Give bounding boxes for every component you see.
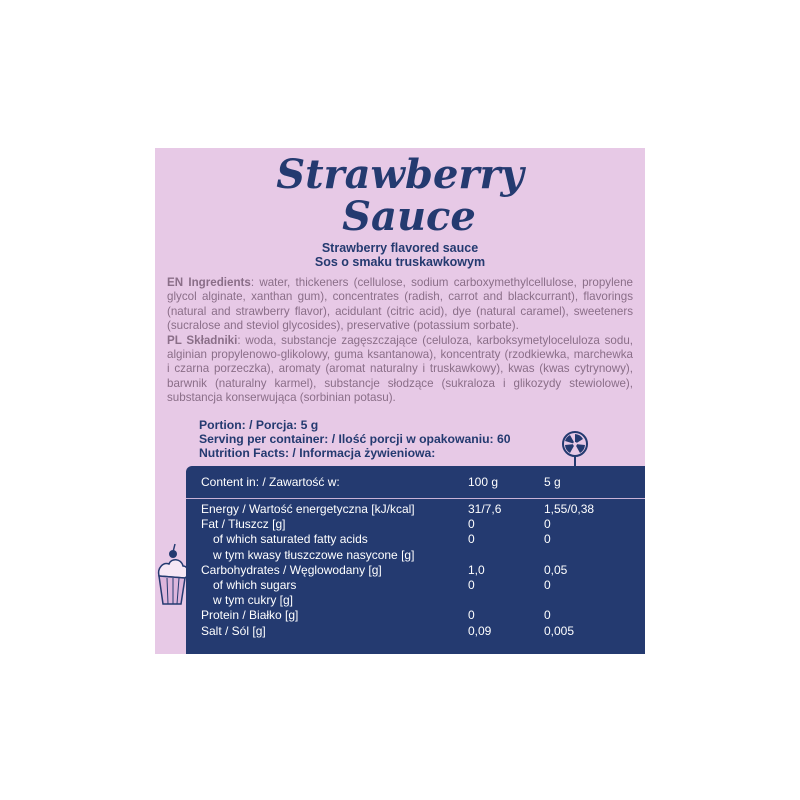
table-row [186,532,645,547]
row-value-100g: 0 [468,517,475,532]
header-col-100g: 100 g [468,475,499,489]
cupcake-icon [155,542,189,606]
table-row [186,548,645,563]
row-value-5g: 1,55/0,38 [544,502,595,516]
row-value-5g: 0 [544,577,551,592]
table-row [186,593,645,608]
table-row [186,563,645,578]
nutrition-table [186,466,645,654]
subtitle-pl: Sos o smaku truskawkowym [314,255,486,269]
product-label [155,148,645,654]
nutrition-table-body [186,502,645,639]
row-value-5g: 0 [544,608,551,623]
title-line-2: Sauce [342,193,476,240]
ingredients-en-label: EN Ingredients [167,276,251,289]
table-row [186,624,645,639]
row-label: Carbohydrates / Węglowodany [g] [201,562,382,577]
row-label: Protein / Białko [g] [201,608,299,623]
row-value-100g: 0,09 [468,623,492,638]
header-col-5g: 5 g [544,475,561,489]
row-value-5g: 0 [544,532,551,547]
servings-per-container: Serving per container: / Ilość porcji w opakowaniu: 60 [199,432,511,446]
subtitle-en: Strawberry flavored sauce [321,241,479,255]
product-title [155,151,645,240]
table-row [186,517,645,532]
swirl-lollipop-icon [561,430,589,470]
row-label: w tym cukry [g] [213,593,294,608]
row-value-100g: 0 [468,532,475,547]
table-row [186,578,645,593]
row-value-100g: 0 [468,577,475,592]
table-row [186,502,645,517]
portion-info [199,418,599,460]
row-label: of which sugars [213,577,297,592]
ingredients-en-text: : water, thickeners (cellulose, sodium carboxymethylcellulose, propylene glycol alginate, xanthan gum), concentrates (radish, carrot and blackcurrant), flavorings (natural and strawberry flavor), acidulant (citric acid), dye (natural caramel), sweeteners (sucralose and steviol glycosides), preservative (potassium sorbate). [167,276,633,333]
product-subtitle [155,241,645,269]
portion-size: Portion: / Porcja: 5 g [199,418,319,432]
table-row [186,608,645,623]
row-value-100g: 31/7,6 [468,502,502,516]
row-label: Salt / Sól [g] [201,623,266,638]
ingredients-en [167,276,633,334]
ingredients-section [167,276,633,406]
nutrition-table-header [186,466,645,499]
title-line-1: Strawberry [276,151,524,198]
ingredients-pl [167,334,633,406]
header-label: Content in: / Zawartość w: [201,475,340,489]
row-value-5g: 0,05 [544,562,568,577]
row-label: of which saturated fatty acids [213,532,368,547]
row-value-100g: 1,0 [468,562,485,577]
row-label: w tym kwasy tłuszczowe nasycone [g] [213,547,415,562]
row-value-5g: 0,005 [544,623,575,638]
row-value-100g: 0 [468,608,475,623]
ingredients-pl-label: PL Składniki [167,333,238,347]
ingredients-pl-text: : woda, substancje zagęszczające (celuloza, karboksymetyloceluloza sodu, alginian propylenowo-glikolowy, guma ksantanowa), koncentraty (rzodkiewka, marchewka i czarna porzeczka), aromaty (aromat naturalny i truskawkowy), kwas (kwas cytrynowy), barwnik (naturalny karmel), substancje słodzące (sukraloza i glikozydy stewiolowe), substancja konserwująca (sorbinian potasu). [167,333,633,405]
nutrition-facts-heading: Nutrition Facts: / Informacja żywieniowa: [199,446,436,460]
row-value-5g: 0 [544,517,551,532]
row-label: Fat / Tłuszcz [g] [201,517,286,532]
row-label: Energy / Wartość energetyczna [kJ/kcal] [201,502,415,516]
